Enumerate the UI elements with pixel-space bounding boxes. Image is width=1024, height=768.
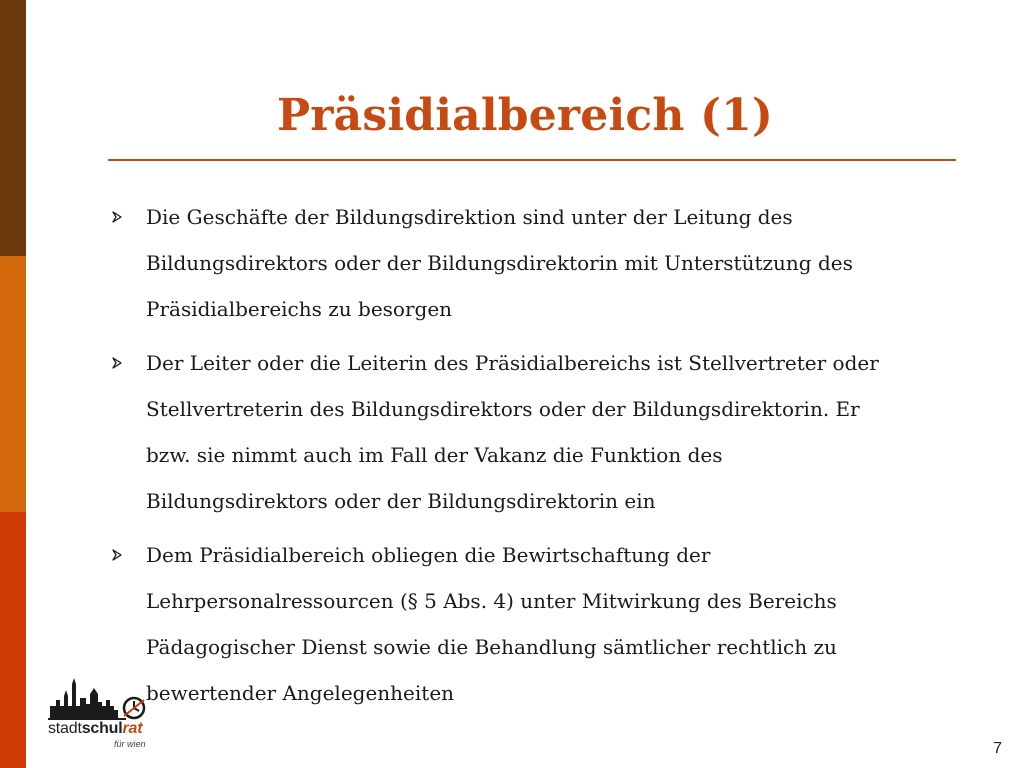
page-number: 7 [993, 740, 1002, 757]
bullet-item [110, 340, 960, 524]
title-underline [108, 159, 956, 161]
bullet-line: Dem Präsidialbereich obliegen die Bewirtschaftung der [146, 543, 711, 567]
bullet-line: Lehrpersonalressourcen (§ 5 Abs. 4) unter Mitwirkung des Bereichs [146, 589, 837, 613]
logo-word-stadt: stadt [48, 720, 82, 737]
logo-subtitle: für wien [114, 739, 146, 749]
bullet-line: Pädagogischer Dienst sowie die Behandlung sämtlicher rechtlich zu [146, 635, 837, 659]
bullet-line: bewertender Angelegenheiten [146, 681, 455, 705]
side-bar-bottom [0, 512, 26, 768]
bullet-item [110, 194, 960, 332]
bullet-line: Die Geschäfte der Bildungsdirektion sind unter der Leitung des [146, 205, 793, 229]
logo-word-rat: rat [122, 720, 143, 737]
side-bar-top [0, 0, 26, 256]
side-bar-middle [0, 256, 26, 512]
bullet-line: Stellvertreterin des Bildungsdirektors oder der Bildungsdirektorin. Er [146, 397, 860, 421]
bullet-line: bzw. sie nimmt auch im Fall der Vakanz die Funktion des [146, 443, 723, 467]
arrow-bullet-icon [110, 340, 124, 386]
bullet-line: Bildungsdirektors oder der Bildungsdirektorin mit Unterstützung des [146, 251, 853, 275]
bullet-line: Der Leiter oder die Leiterin des Präsidialbereichs ist Stellvertreter oder [146, 351, 879, 375]
arrow-bullet-icon [110, 194, 124, 240]
city-skyline-icon [48, 676, 148, 720]
bullet-line: Bildungsdirektors oder der Bildungsdirektorin ein [146, 489, 656, 513]
stadtschulrat-logo [48, 676, 168, 748]
logo-wordmark [48, 720, 142, 738]
slide-title: Präsidialbereich (1) [277, 90, 773, 141]
bullet-item [110, 532, 960, 716]
arrow-bullet-icon [110, 532, 124, 578]
bullet-line: Präsidialbereichs zu besorgen [146, 297, 453, 321]
bullet-list [110, 194, 960, 724]
logo-word-schul: schul [81, 720, 123, 737]
